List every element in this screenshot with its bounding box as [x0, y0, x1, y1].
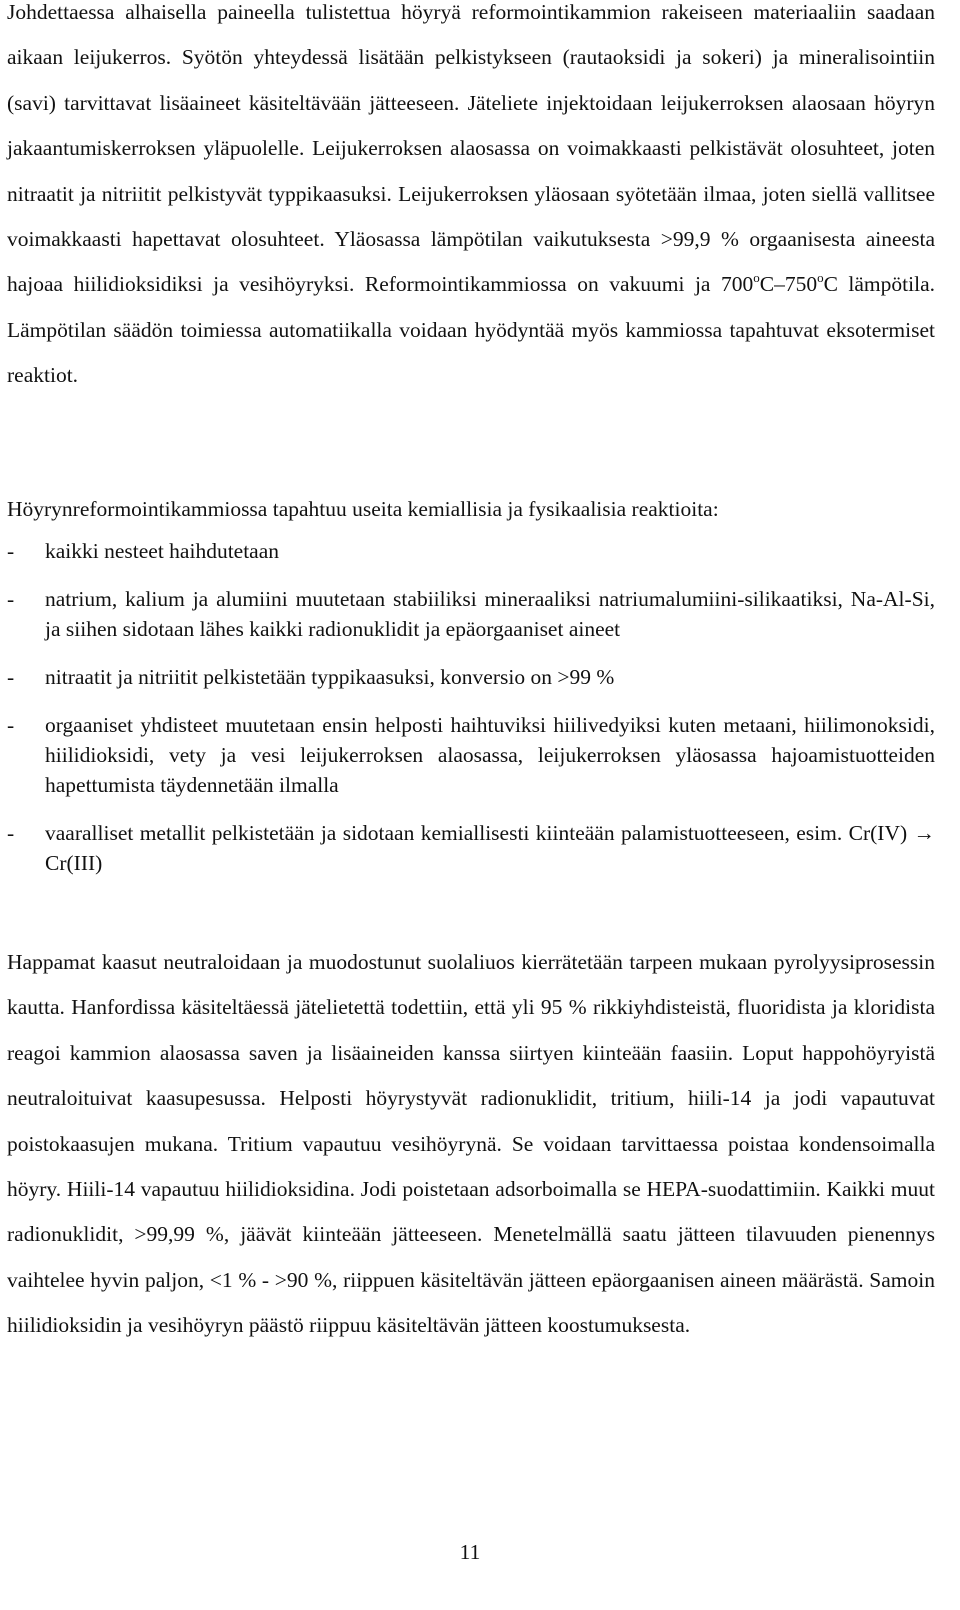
- paragraph-reformation-process: [7, 0, 935, 399]
- list-item-text: natrium, kalium ja alumiini muutetaan stabiiliksi mineraaliksi natriumalumiini-silikaatiksi, Na-Al-Si, ja siihen sidotaan lähes kaikki radionuklidit ja epäorgaaniset aineet: [45, 587, 935, 641]
- list-marker: -: [7, 539, 15, 563]
- paragraph-acid-gases: Happamat kaasut neutraloidaan ja muodostunut suolaliuos kierrätetään tarpeen mukaan pyrolyysiprosessin kautta. Hanfordissa käsiteltäessä jätelietettä todettiin, että yli 95 % rikkiyhdisteistä, fluoridista ja kloridista reagoi kammion alaosassa saven ja lisäaineiden kanssa siirtyen kiinteään faasiin. Loput happohöyryistä neutraloituivat kaasupesussa. Helposti höyrystyvät radionuklidit, tritium, hiili-14 ja jodi vapautuvat poistokaasujen mukana. Tritium vapautuu vesihöyrynä. Se voidaan tarvittaessa poistaa kondensoimalla höyry. Hiili-14 vapautuu hiilidioksidina. Jodi poistetaan adsorboimalla se HEPA-suodattimiin. Kaikki muut radionuklidit, >99,99 %, jäävät kiinteään jätteeseen. Menetelmällä saatu jätteen tilavuuden pienennys vaihtelee hyvin paljon, <1 % - >90 %, riippuen käsiteltävän jätteen epäorgaanisen aineen määrästä. Samoin hiilidioksidin ja vesihöyryn päästö riippuu käsiteltävän jätteen koostumuksesta.: [7, 950, 935, 1338]
- list-item-text: kaikki nesteet haihdutetaan: [45, 539, 280, 563]
- list-marker: -: [7, 587, 15, 611]
- list-item: [7, 662, 935, 692]
- reaction-list: [7, 536, 935, 896]
- list-item: [7, 710, 935, 800]
- list-item: [7, 818, 935, 878]
- list-item: [7, 536, 935, 566]
- degree-sup-2: o: [817, 270, 824, 286]
- list-marker: -: [7, 713, 15, 737]
- paragraph1-text-c: C lämpötila. Lämpötilan säädön toimiessa automatiikalla voidaan hyödyntää myös kammiossa tapahtuvat eksotermiset reaktiot.: [7, 272, 935, 388]
- list-marker: -: [7, 821, 15, 845]
- paragraph1-text-a: Johdettaessa alhaisella paineella tulistettua höyryä reformointikammion rakeiseen materiaaliin saadaan aikaan leijukerros. Syötön yhteydessä lisätään pelkistykseen (rautaoksidi ja sokeri) ja mineralisointiin (savi) tarvittavat lisäaineet käsiteltävään jätteeseen. Jäteliete injektoidaan leijukerroksen alaosaan höyryn jakaantumiskerroksen yläpuolelle. Leijukerroksen alaosassa on voimakkaasti pelkistävät olosuhteet, joten nitraatit ja nitriitit pelkistyvät typpikaasuksi. Leijukerroksen yläosaan syötetään ilmaa, joten siellä vallitsee voimakkaasti hapettavat olosuhteet. Yläosassa lämpötilan vaikutuksesta >99,9 % orgaanisesta aineesta hajoaa hiilidioksidiksi ja vesihöyryksi. Reformointikammiossa on vakuumi ja 700: [7, 0, 935, 297]
- list-marker: -: [7, 665, 15, 689]
- list-item: [7, 584, 935, 644]
- list-item-text: nitraatit ja nitriitit pelkistetään typpikaasuksi, konversio on >99 %: [45, 665, 615, 689]
- list-item-text: orgaaniset yhdisteet muutetaan ensin helposti haihtuviksi hiilivedyiksi kuten metaani, hiilimonoksidi, hiilidioksidi, vety ja vesi leijukerroksen alaosassa, leijukerroksen yläosassa hajoamistuotteiden hapettumista täydennetään ilmalla: [45, 713, 935, 797]
- page-number: 11: [459, 1540, 481, 1564]
- degree-sup-1: o: [753, 270, 760, 286]
- paragraph1-text-b: C–750: [759, 272, 818, 297]
- paragraph-reactions-intro: Höyrynreformointikammiossa tapahtuu useita kemiallisia ja fysikaalisia reaktioita:: [7, 497, 719, 521]
- list-item-text: vaaralliset metallit pelkistetään ja sidotaan kemiallisesti kiinteään palamistuotteeseen, esim. Cr(IV) → Cr(III): [45, 821, 935, 875]
